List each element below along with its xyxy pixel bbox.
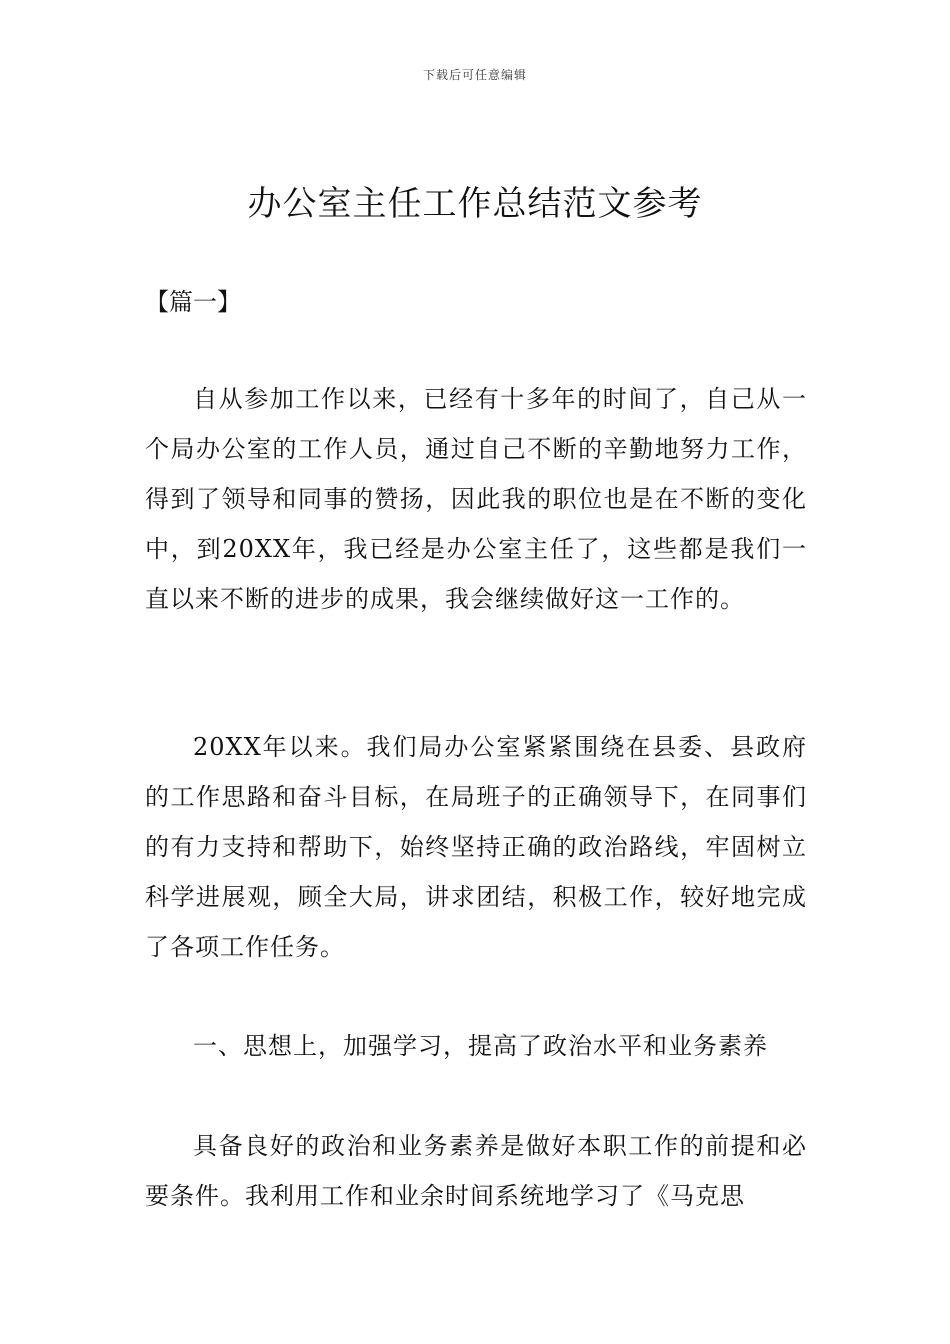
paragraph-1: 自从参加工作以来，已经有十多年的时间了，自己从一个局办公室的工作人员，通过自己不断的辛勤地努力工作，得到了领导和同事的赞扬，因此我的职位也是在不断的变化中，到20XX年，我已经是办公室主任了，这些都是我们一直以来不断的进步的成果，我会继续做好这一工作的。 <box>145 385 807 613</box>
header-note: 下载后可任意编辑 <box>422 68 527 82</box>
paragraph-2: 20XX年以来。我们局办公室紧紧围绕在县委、县政府的工作思路和奋斗目标，在局班子的正确领导下，在同事们的有力支持和帮助下，始终坚持正确的政治路线，牢固树立科学进展观，顾全大局，讲求团结，积极工作，较好地完成了各项工作任务。 <box>145 733 807 961</box>
paragraph-3: 具备良好的政治和业务素养是做好本职工作的前提和必要条件。我利用工作和业余时间系统地学习了《马克思 <box>145 1132 807 1210</box>
document-title: 办公室主任工作总结范文参考 <box>247 184 703 224</box>
section-label: 【篇一】 <box>145 288 241 316</box>
section-heading: 一、思想上，加强学习，提高了政治水平和业务素养 <box>193 1032 768 1060</box>
